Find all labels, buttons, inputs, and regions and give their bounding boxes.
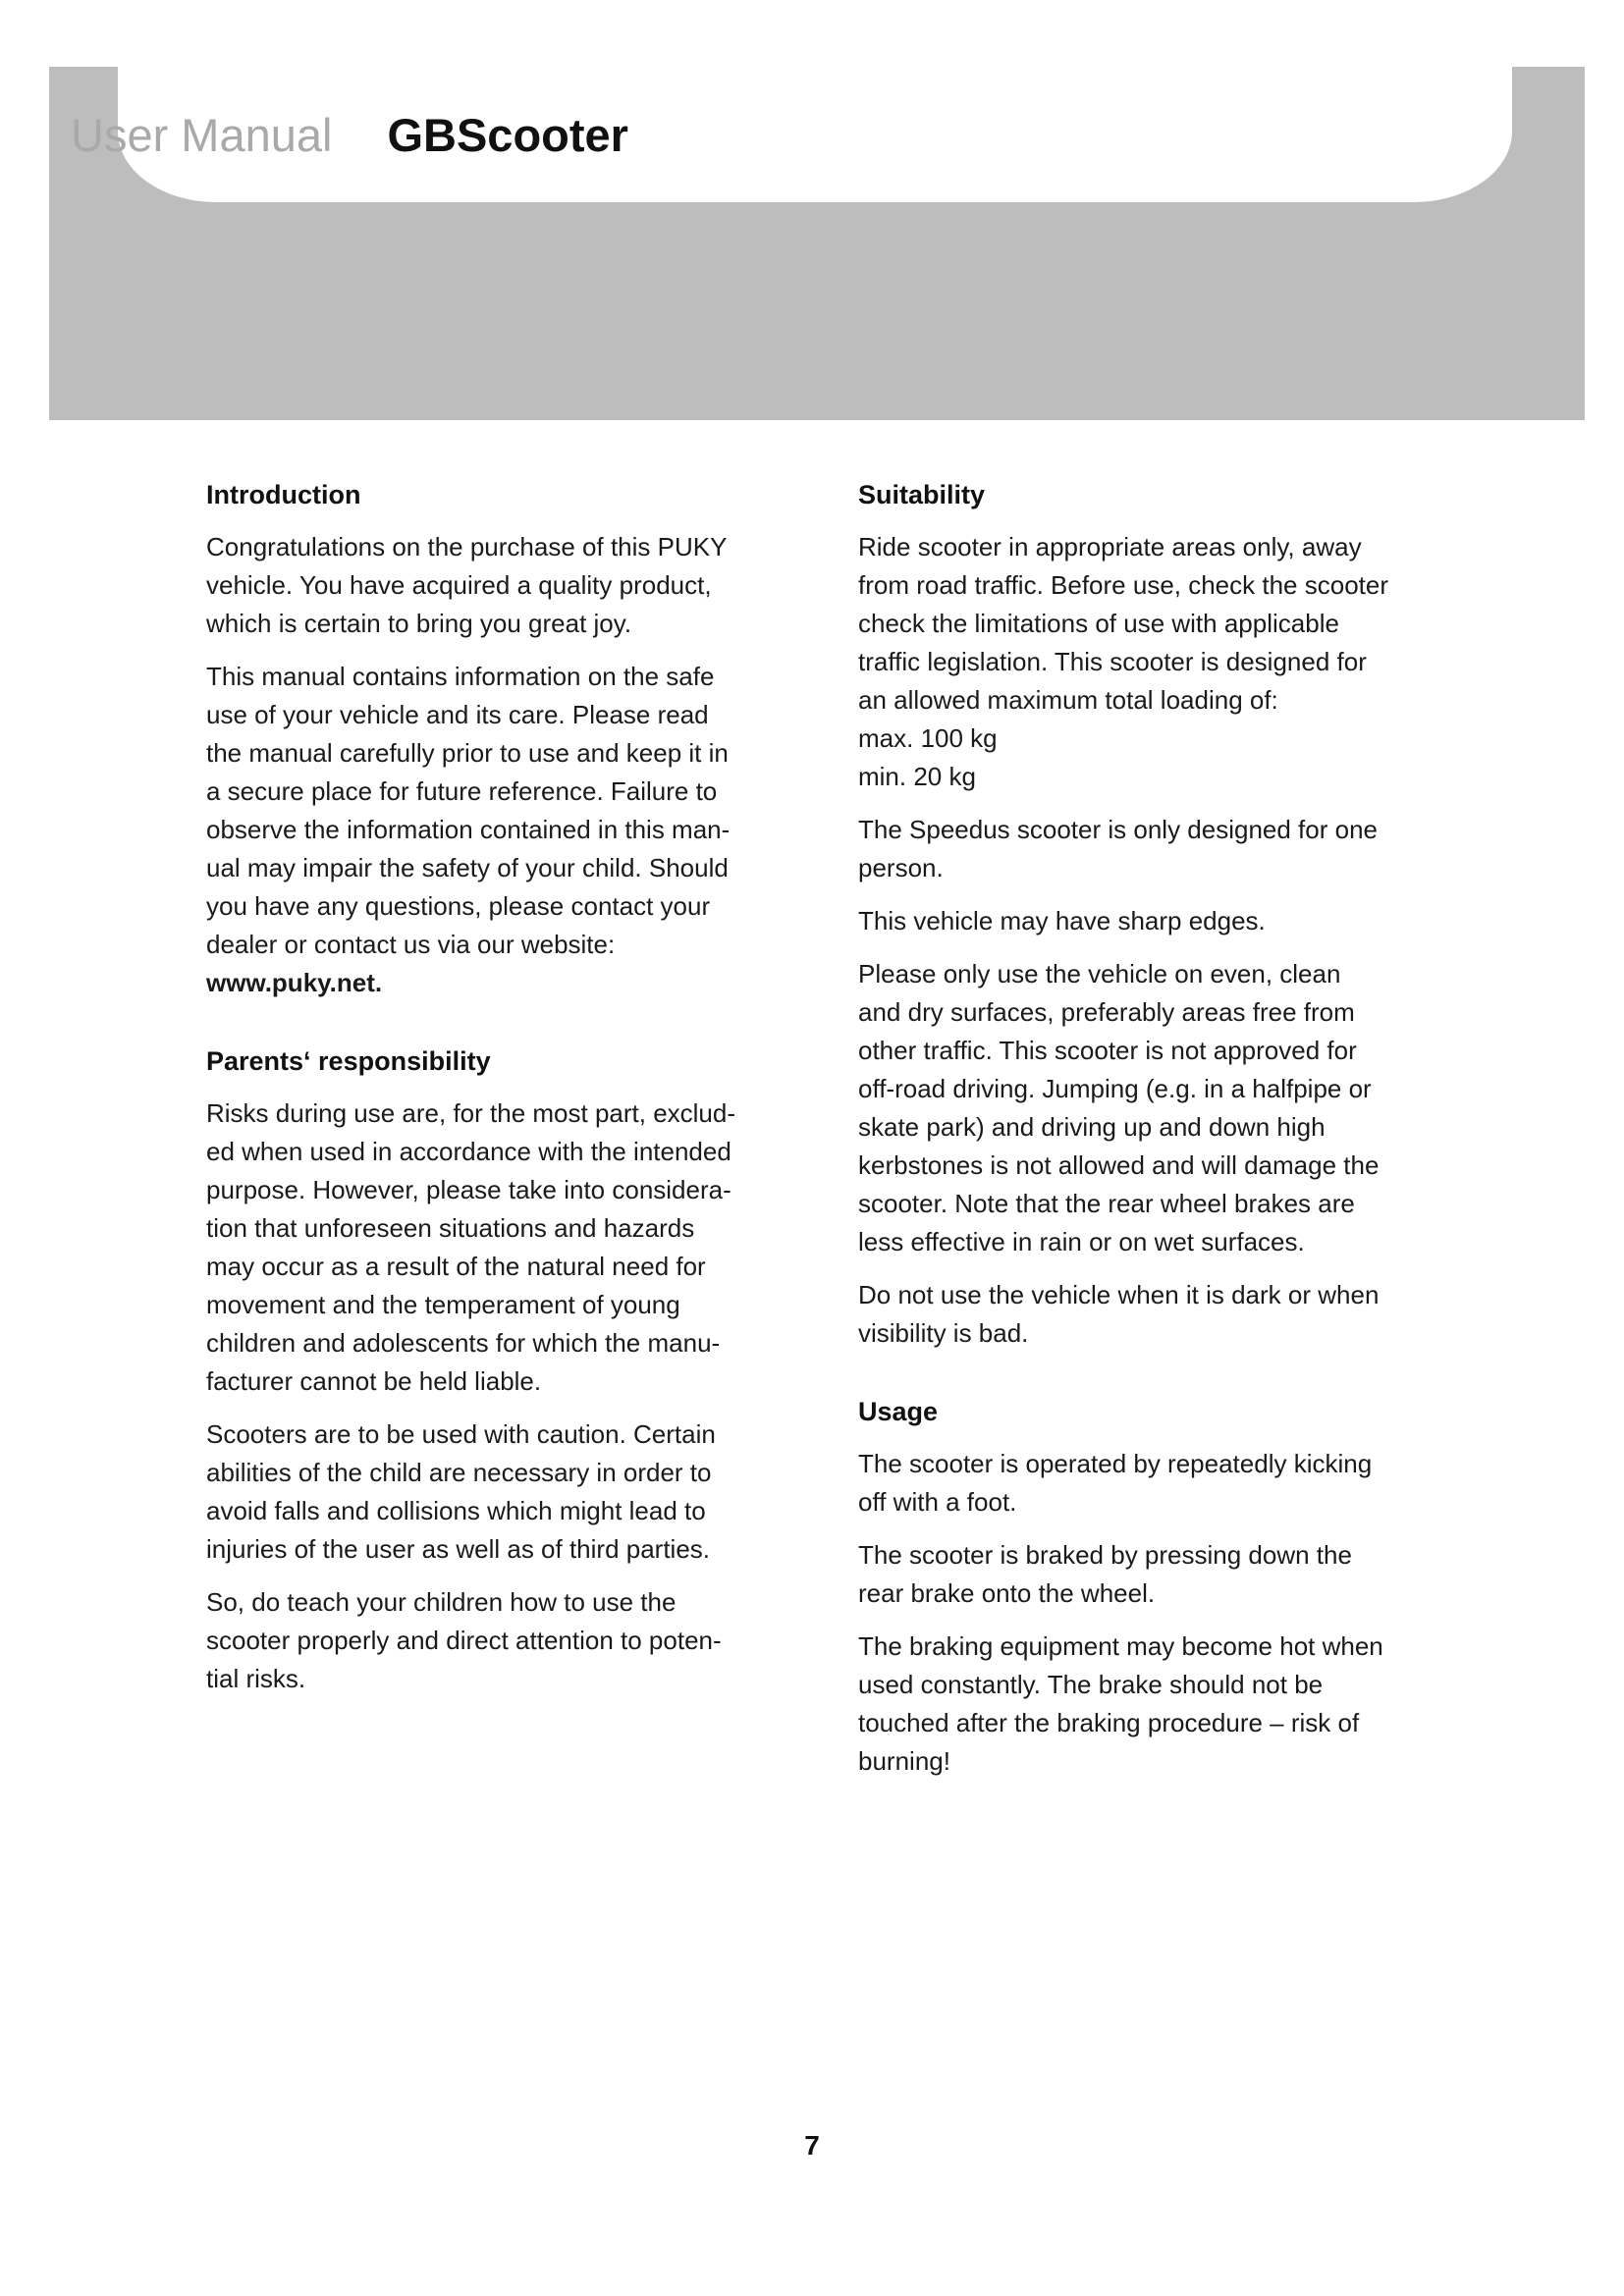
text-line: which is certain to bring you great joy. [206,609,632,638]
text-line: The scooter is braked by pressing down the [858,1540,1352,1570]
text-line: So, do teach your children how to use the [206,1587,677,1617]
text-line: avoid falls and collisions which might lead to [206,1496,706,1525]
text-line: facturer cannot be held liable. [206,1366,542,1396]
text-line: dealer or contact us via our website: [206,930,616,959]
text-line: a secure place for future reference. Failure to [206,776,718,806]
text-line: Risks during use are, for the most part, exclud- [206,1098,736,1128]
text-line: an allowed maximum total loading of: [858,685,1278,715]
text-line: purpose. However, please take into considera- [206,1175,731,1204]
text-line: burning! [858,1746,950,1776]
parents-paragraph [206,1415,790,1569]
suitability-paragraph [858,811,1447,887]
text-line: person. [858,853,944,882]
website-link[interactable]: www.puky.net. [206,968,383,997]
text-line: kerbstones is not allowed and will damage the [858,1150,1380,1180]
text-line: The braking equipment may become hot when [858,1631,1383,1661]
text-line: abilities of the child are necessary in order to [206,1458,712,1487]
text-line: touched after the braking procedure – risk of [858,1708,1360,1737]
text-line: ed when used in accordance with the intended [206,1137,731,1166]
text-line: max. 100 kg [858,723,998,753]
text-line: Do not use the vehicle when it is dark or when [858,1280,1380,1309]
text-line: off with a foot. [858,1487,1017,1517]
text-line: other traffic. This scooter is not approved for [858,1036,1357,1065]
text-line: observe the information contained in this man- [206,815,731,844]
text-line: rear brake onto the wheel. [858,1578,1156,1608]
text-line: used constantly. The brake should not be [858,1670,1324,1699]
text-line: you have any questions, please contact your [206,891,711,921]
suitability-paragraph [858,902,1447,940]
text-line: The Speedus scooter is only designed for one [858,815,1379,844]
right-column [858,477,1447,1795]
text-line: tion that unforeseen situations and hazards [206,1213,695,1243]
left-column [206,477,790,1713]
text-line: vehicle. You have acquired a quality product, [206,570,712,600]
text-line: This manual contains information on the safe [206,662,715,691]
suitability-paragraph [858,528,1447,796]
suitability-paragraph [858,955,1447,1261]
text-line: visibility is bad. [858,1318,1029,1348]
text-line: scooter properly and direct attention to poten- [206,1626,722,1655]
introduction-paragraph [206,528,790,643]
text-line: use of your vehicle and its care. Please read [206,700,709,729]
text-line: The scooter is operated by repeatedly kicking [858,1449,1373,1478]
suitability-heading: Suitability [858,480,986,509]
text-line: and dry surfaces, preferably areas free from [858,997,1355,1027]
text-line: min. 20 kg [858,762,976,791]
manual-label: User Manual [71,109,333,161]
suitability-paragraph [858,1276,1447,1353]
introduction-paragraph-lines [206,658,790,964]
usage-paragraph [858,1445,1447,1522]
text-line: Ride scooter in appropriate areas only, away [858,532,1362,561]
product-name: GBScooter [387,109,628,161]
text-line: check the limitations of use with applicable [858,609,1339,638]
text-line: skate park) and driving up and down high [858,1112,1326,1142]
text-line: children and adolescents for which the manu- [206,1328,721,1358]
usage-heading: Usage [858,1397,939,1426]
text-line: traffic legislation. This scooter is designed for [858,647,1367,676]
page-number: 7 [804,2130,820,2161]
text-line: scooter. Note that the rear wheel brakes are [858,1189,1355,1218]
parents-paragraph [206,1583,790,1698]
header-title [71,106,628,165]
usage-paragraph [858,1536,1447,1613]
text-line: the manual carefully prior to use and keep it in [206,738,729,768]
text-line: This vehicle may have sharp edges. [858,906,1266,935]
introduction-heading: Introduction [206,480,361,509]
text-line: ual may impair the safety of your child. Should [206,853,729,882]
text-line: Congratulations on the purchase of this PUKY [206,532,728,561]
text-line: movement and the temperament of young [206,1290,680,1319]
usage-paragraph [858,1628,1447,1781]
introduction-paragraph [206,658,790,1002]
text-line: off-road driving. Jumping (e.g. in a halfpipe or [858,1074,1372,1103]
text-line: Scooters are to be used with caution. Certain [206,1419,716,1449]
text-line: Please only use the vehicle on even, clean [858,959,1341,988]
text-line: may occur as a result of the natural need for [206,1252,706,1281]
text-line: less effective in rain or on wet surfaces. [858,1227,1305,1256]
text-line: from road traffic. Before use, check the scooter [858,570,1388,600]
text-line: tial risks. [206,1664,306,1693]
parents-paragraph [206,1095,790,1401]
parents-responsibility-heading: Parents‘ responsibility [206,1046,491,1076]
text-line: injuries of the user as well as of third parties. [206,1534,711,1564]
